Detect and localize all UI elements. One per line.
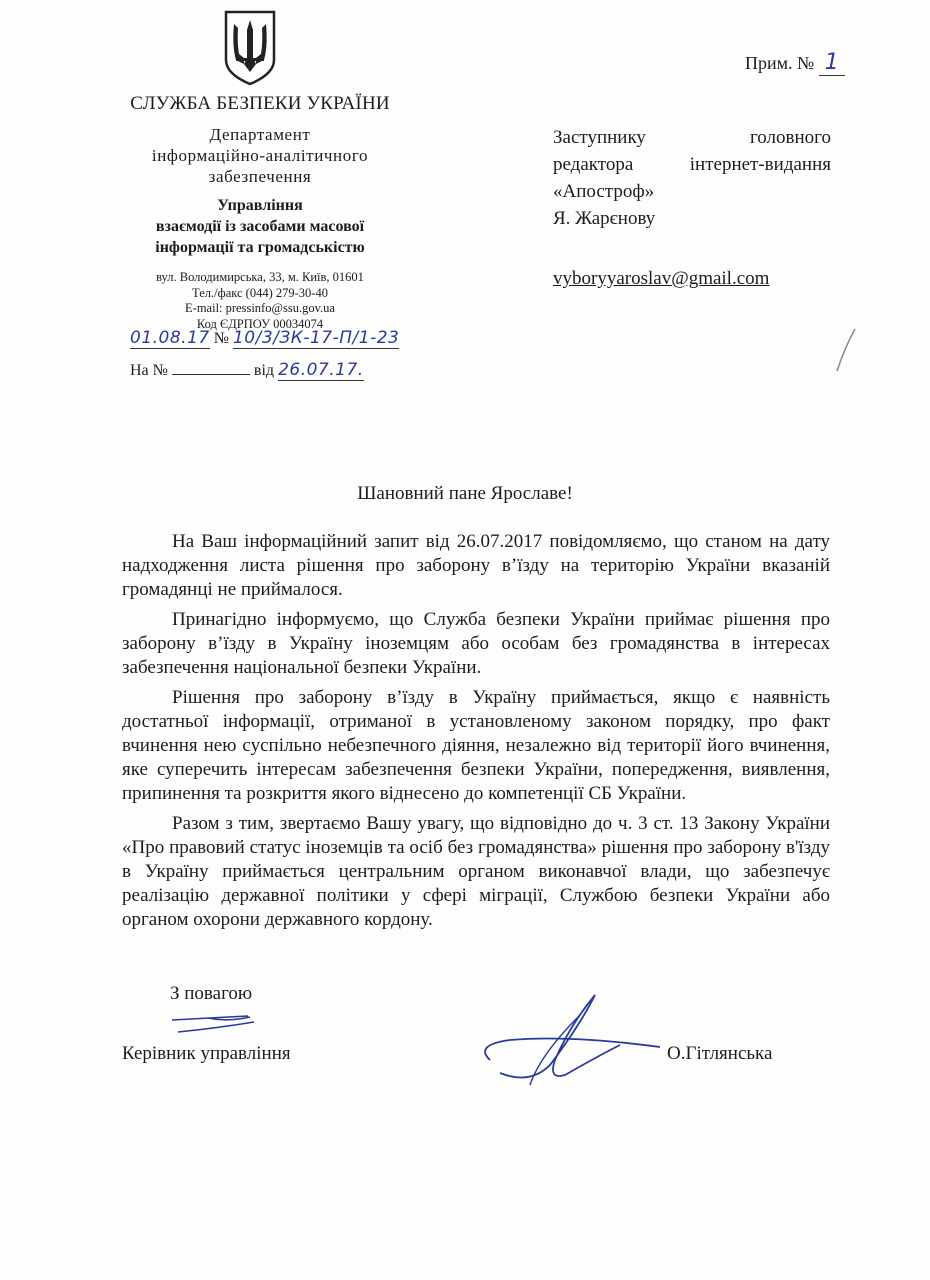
sender-phone: Тел./факс (044) 279-30-40 <box>192 285 328 300</box>
sender-header <box>90 92 430 332</box>
reply-to-label: На № <box>130 362 168 379</box>
department-name: Департамент інформаційно-аналітичного забезпечення <box>151 125 369 186</box>
attachment-marker <box>745 50 845 76</box>
handwritten-signature <box>470 985 680 1095</box>
letter-body <box>122 530 830 938</box>
outgoing-number: 10/3/ЗК-17-П/1-23 <box>232 328 400 348</box>
paragraph-3: Рішення про заборону в’їзду в Україну приймається, якщо є наявність достатньої інформації, отриманої в установленому законом порядку, про факт вчинення нею суспільно небезпечного діяння, незалежно від території його вчинення, яке суперечить інтересам забезпечення безпеки України, попередження, виявлення, припинення та розкриття якого віднесено до компетенції СБ України. <box>122 687 830 804</box>
paragraph-2: Принагідно інформуємо, що Служба безпеки України приймає рішення про заборону в’їзду в Україну іноземцям або особам без громадянства в інтересах забезпечення національної безпеки України. <box>122 609 830 678</box>
unit-name: Управління взаємодії із засобами масової інформації та громадськістю <box>155 197 365 256</box>
signer-position: Керівник управління <box>122 1043 291 1064</box>
outgoing-reference <box>130 328 490 356</box>
number-label: № <box>213 330 229 347</box>
addressee-email: vyboryyaroslav@gmail.com <box>553 268 770 289</box>
initials-signature <box>168 1012 268 1036</box>
reply-from-date: 26.07.17. <box>278 360 364 380</box>
pen-mark <box>825 325 865 375</box>
outgoing-date: 01.08.17 <box>130 328 210 348</box>
sender-email: E-mail: pressinfo@ssu.gov.ua <box>185 301 335 315</box>
addressee-block: Заступнику головного редактора інтернет-видання «Апостроф» Я. Жарєнову <box>553 124 831 232</box>
attachment-label: Прим. № <box>745 53 815 73</box>
closing-regards: З повагою <box>170 983 253 1004</box>
organization-name: СЛУЖБА БЕЗПЕКИ УКРАЇНИ <box>130 93 390 114</box>
signer-name: О.Гітлянська <box>667 1043 773 1064</box>
sender-address: вул. Володимирська, 33, м. Київ, 01601 <box>156 270 364 284</box>
sender-code: Код ЄДРПОУ 00034074 <box>196 316 324 331</box>
attachment-number: 1 <box>819 50 846 76</box>
from-label: від <box>253 362 275 379</box>
paragraph-4: Разом з тим, звертаємо Вашу увагу, що відповідно до ч. 3 ст. 13 Закону України «Про правовий статус іноземців та осіб без громадянства» рішення про заборону в'їзду в Україну приймається центральним органом виконавчої влади, що забезпечує реалізацію державної політики у сфері міграції, Службою безпеки України або органом охорони державного кордону. <box>122 813 830 930</box>
reply-to-number <box>172 374 250 375</box>
salutation: Шановний пане Ярославе! <box>357 483 573 504</box>
paragraph-1: На Ваш інформаційний запит від 26.07.2017 повідомляємо, що станом на дату надходження листа рішення про заборону в’їзду на територію України вказаній громадянці не приймалося. <box>122 531 830 600</box>
reply-reference <box>130 360 430 388</box>
addressee-name: Я. Жарєнову <box>553 208 656 229</box>
coat-of-arms-icon <box>222 8 278 86</box>
sender-contacts <box>90 270 430 332</box>
